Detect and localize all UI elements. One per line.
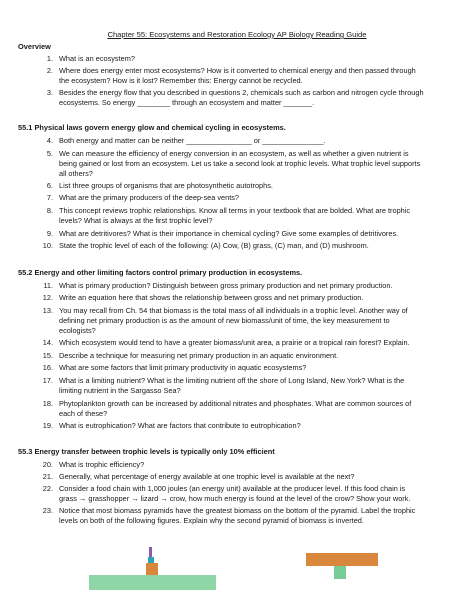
question-number: 7. bbox=[46, 193, 53, 202]
question-number: 1. bbox=[46, 54, 53, 63]
question-text: What is a limiting nutrient? What is the limiting nutrient off the shore of Long Island, New York? What is the bbox=[59, 376, 405, 385]
question-text: We can measure the efficiency of energy conversion in an ecosystem, as well as whether a given nutrient is bbox=[59, 149, 409, 158]
question-text: What are the primary producers of the deep-sea vents? bbox=[59, 193, 240, 202]
question-text: Where does energy enter most ecosystems? How is it converted to chemical energy and then passed through bbox=[59, 66, 416, 75]
pyramid-producer-level bbox=[89, 575, 216, 590]
section-heading-overview: Overview bbox=[18, 42, 51, 51]
question-number: 15. bbox=[42, 351, 53, 360]
section-heading-55-1: 55.1 Physical laws govern energy glow and chemical cycling in ecosystems. bbox=[18, 123, 286, 132]
question-text: What is an ecosystem? bbox=[59, 54, 135, 63]
question-number: 6. bbox=[46, 181, 53, 190]
question-number: 11. bbox=[43, 281, 53, 290]
question-text: the ecosystem? How is it lost? Remember this: Energy cannot be recycled. bbox=[59, 75, 303, 85]
question-text: What are detritivores? What is their importance in chemical cycling? Give some examples of detritivores. bbox=[59, 229, 399, 238]
question-number: 8. bbox=[46, 206, 53, 215]
section-heading-55-2: 55.2 Energy and other limiting factors control primary production in ecosystems. bbox=[18, 268, 303, 277]
question-text: What are some factors that limit primary productivity in aquatic ecosystems? bbox=[59, 363, 307, 372]
question-text: limiting nutrient in the Sargasso Sea? bbox=[59, 385, 181, 395]
question-text: ecosystems. So energy ________ through an ecosystem and matter _______. bbox=[59, 97, 315, 107]
question-number: 10. bbox=[42, 241, 53, 250]
question-text: List three groups of organisms that are photosynthetic autotrophs. bbox=[59, 181, 273, 190]
question-text: Notice that most biomass pyramids have the greatest biomass on the bottom of the pyramid. Label the trophic bbox=[59, 506, 416, 515]
question-text: Which ecosystem would tend to have a greater biomass/unit area, a prairie or a tropical rain forest? Explain. bbox=[59, 338, 410, 347]
question-text: ecologists? bbox=[59, 325, 96, 335]
question-number: 22. bbox=[42, 484, 53, 493]
question-number: 21. bbox=[42, 472, 53, 481]
question-text: State the trophic level of each of the following: (A) Cow, (B) grass, (C) man, and (D) mushroom. bbox=[59, 241, 369, 250]
question-number: 13. bbox=[42, 306, 53, 315]
question-number: 12. bbox=[42, 293, 53, 302]
question-text: This concept reviews trophic relationships. Know all terms in your textbook that are bolded. What are trophic bbox=[59, 206, 411, 215]
document-title: Chapter 55: Ecosystems and Restoration Ecology AP Biology Reading Guide bbox=[107, 30, 367, 39]
question-number: 3. bbox=[46, 88, 53, 97]
question-number: 9. bbox=[46, 229, 53, 238]
question-text: Phytoplankton growth can be increased by additional nitrates and phosphates. What are common sources of bbox=[59, 399, 412, 408]
question-text: You may recall from Ch. 54 that biomass is the total mass of all individuals in a trophic level. Another way of bbox=[59, 306, 408, 315]
question-number: 2. bbox=[46, 66, 53, 75]
question-text: all others? bbox=[59, 168, 93, 178]
question-number: 19. bbox=[42, 421, 53, 430]
question-text: What is primary production? Distinguish between gross primary production and net primary production. bbox=[59, 281, 393, 290]
question-number: 18. bbox=[42, 399, 53, 408]
section-heading-55-3: 55.3 Energy transfer between trophic levels is typically only 10% efficient bbox=[18, 447, 275, 456]
inverted-pyramid-consumer-level bbox=[306, 553, 378, 566]
question-text: being gained or lost from an ecosystem. Let us take a second look at trophic levels. What trophic level supports bbox=[59, 158, 421, 168]
question-number: 16. bbox=[42, 363, 53, 372]
question-text: What is trophic efficiency? bbox=[59, 460, 145, 469]
question-text: Consider a food chain with 1,000 joules (an energy unit) available at the producer level. If this food chain is bbox=[59, 484, 406, 493]
question-text: each of these? bbox=[59, 408, 108, 418]
question-text: levels? What is always at the first trophic level? bbox=[59, 215, 213, 225]
question-text: grass → grasshopper → lizard → crow, how much energy is found at the level of the crow? Show your work. bbox=[59, 493, 411, 503]
question-text: What is eutrophication? What are factors that contribute to eutrophication? bbox=[59, 421, 301, 430]
question-text: levels on both of the following figures. Explain why the second pyramid of biomass is inverted. bbox=[59, 515, 364, 525]
question-number: 23. bbox=[42, 506, 53, 515]
question-text: Both energy and matter can be neither ________________ or _______________. bbox=[59, 136, 326, 145]
question-text: Describe a technique for measuring net primary production in an aquatic environment. bbox=[59, 351, 339, 360]
question-number: 4. bbox=[46, 136, 53, 145]
question-number: 5. bbox=[46, 149, 53, 158]
inverted-pyramid-producer-level bbox=[334, 566, 346, 579]
question-text: Besides the energy flow that you described in questions 2, chemicals such as carbon and nitrogen cycle through bbox=[59, 88, 424, 97]
question-text: defining net primary production is as the amount of new biomass/unit of time, the key measurement to bbox=[59, 315, 390, 325]
question-number: 14. bbox=[42, 338, 53, 347]
question-text: Write an equation here that shows the relationship between gross and net primary production. bbox=[59, 293, 364, 302]
question-number: 17. bbox=[42, 376, 53, 385]
pyramid-consumer-level bbox=[146, 563, 158, 575]
question-text: Generally, what percentage of energy available at one trophic level is available at the next? bbox=[59, 472, 355, 481]
pyramid-top-level-purple bbox=[149, 547, 152, 557]
question-number: 20. bbox=[42, 460, 53, 469]
